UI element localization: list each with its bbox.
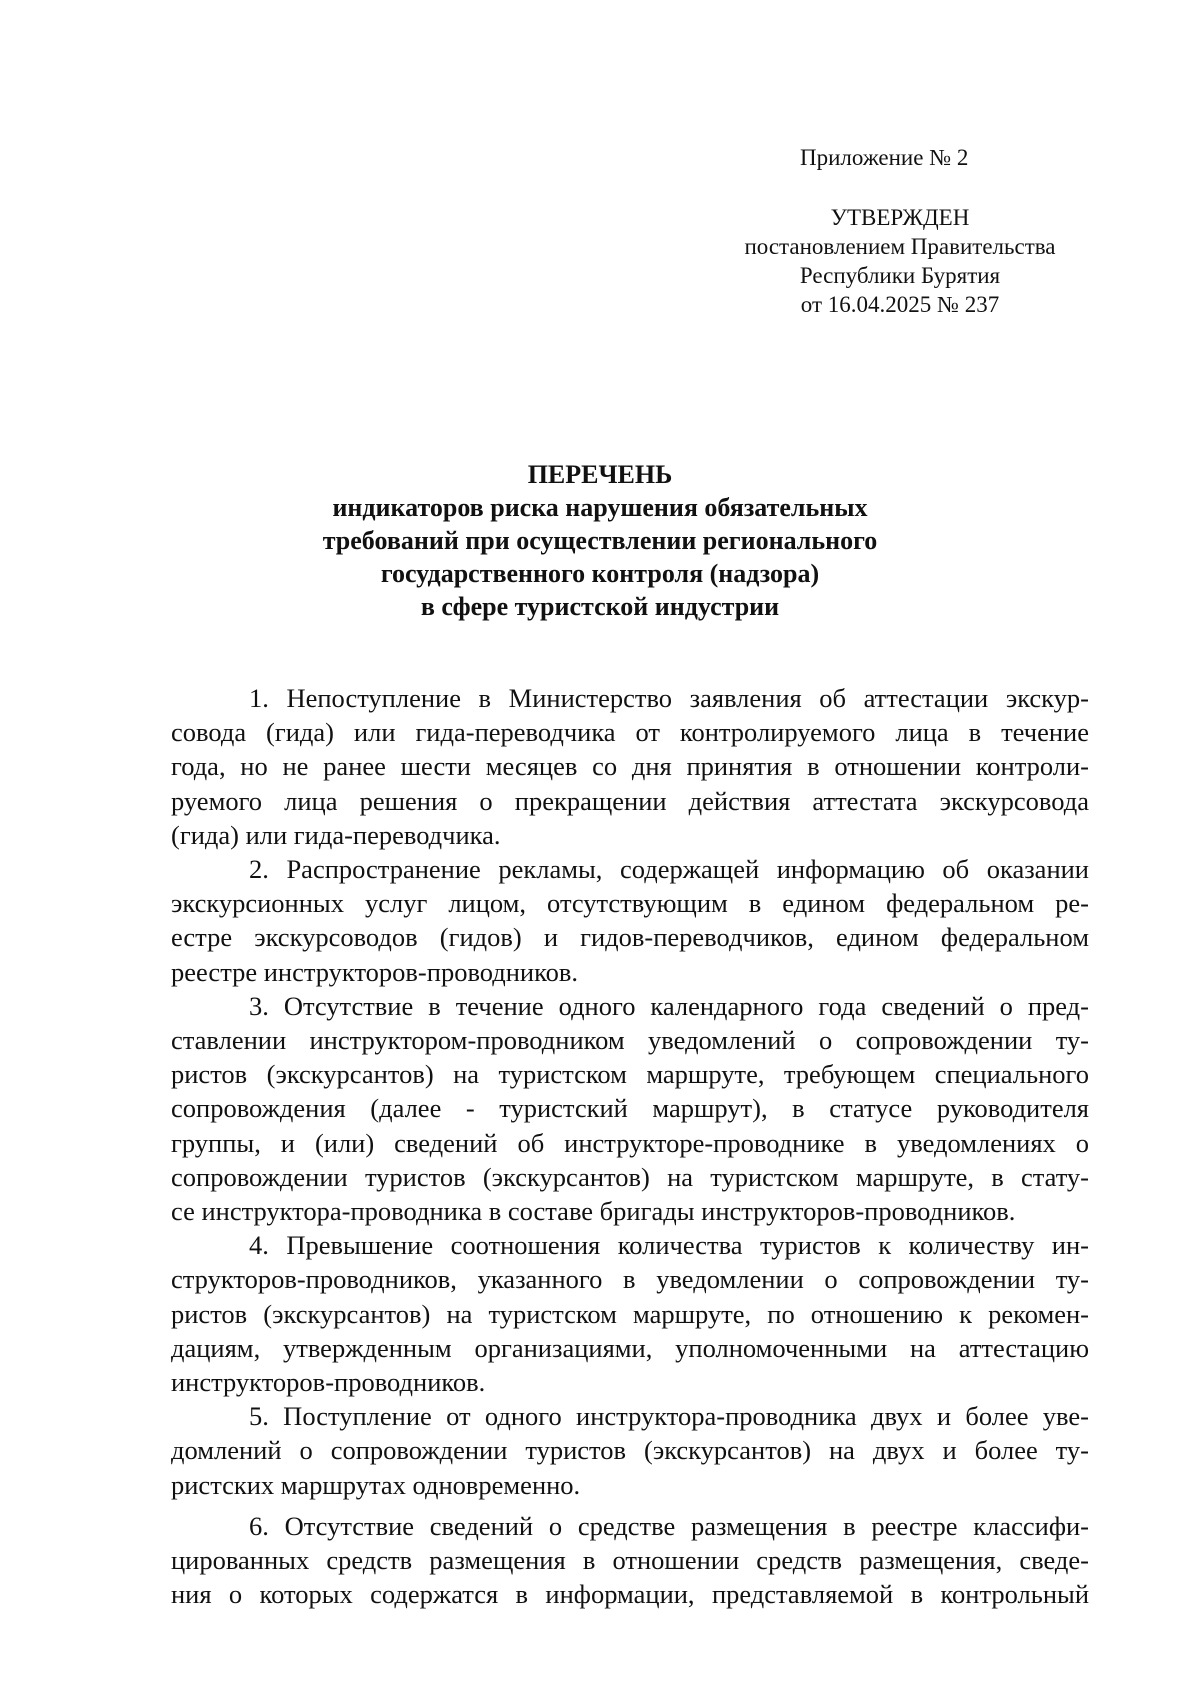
paragraph-line: се инструктора-проводника в составе бригады инструкторов-проводников. [171,1196,1016,1227]
approval-stamp-block [700,203,1100,319]
paragraph-line: ристских маршрутах одновременно. [171,1469,581,1500]
paragraph-line: домлений о сопровождении туристов (экскурсантов) на двух и более ту- [171,1435,1089,1466]
approval-line: Республики Бурятия [799,263,1001,288]
paragraph-line: реестре инструкторов-проводников. [171,956,579,987]
paragraph-line: совода (гида) или гида-переводчика от контролируемого лица в течение [171,717,1089,748]
list-item-paragraph [171,1228,1089,1399]
approval-line: УТВЕРЖДЕН [830,205,970,230]
paragraph-line: ставлении инструктором-проводником уведомлений о сопровождении ту- [171,1025,1089,1056]
paragraph-line: сопровождения (далее - туристский маршрут), в статусе руководителя [171,1093,1089,1124]
list-item-paragraph [171,852,1089,989]
title-line: индикаторов риска нарушения обязательных [332,493,868,522]
title-line: ПЕРЕЧЕНЬ [527,460,673,489]
paragraph-line: структоров-проводников, указанного в уведомлении о сопровождении ту- [171,1264,1089,1295]
title-line: государственного контроля (надзора) [380,559,820,588]
paragraph-line: сопровождении туристов (экскурсантов) на туристском маршруте, в стату- [171,1161,1089,1192]
paragraph-line: экскурсионных услуг лицом, отсутствующим в едином федеральном ре- [171,888,1089,919]
paragraph-gap [171,1502,1089,1509]
paragraph-line: 5. Поступление от одного инструктора-проводника двух и более уве- [249,1401,1089,1432]
paragraph-line: 3. Отсутствие в течение одного календарного года сведений о пред- [249,990,1089,1021]
paragraph-line: руемого лица решения о прекращении действия аттестата экскурсовода [171,785,1089,816]
approval-line: постановлением Правительства [744,234,1056,259]
paragraph-line: 4. Превышение соотношения количества туристов к количеству ин- [249,1230,1089,1261]
paragraph-line: естре экскурсоводов (гидов) и гидов-переводчиков, едином федеральном [171,922,1089,953]
paragraph-line: 2. Распространение рекламы, содержащей информацию об оказании [249,854,1089,885]
paragraph-line: ристов (экскурсантов) на туристском маршруте, требующем специального [171,1059,1089,1090]
paragraph-line: ния о которых содержатся в информации, представляемой в контрольный [171,1579,1089,1610]
paragraph-line: группы, и (или) сведений об инструкторе-проводнике в уведомлениях о [171,1127,1089,1158]
document-title [150,458,1050,623]
title-line: требований при осуществлении регионального [322,526,878,555]
paragraph-line: (гида) или гида-переводчика. [171,819,501,850]
list-item-paragraph [171,1399,1089,1502]
list-item-paragraph [171,681,1089,852]
document-body [171,681,1089,1611]
paragraph-line: цированных средств размещения в отношении средств размещения, сведе- [171,1545,1089,1576]
paragraph-line: 1. Непоступление в Министерство заявления об аттестации экскур- [249,683,1089,713]
paragraph-line: дациям, утвержденным организациями, уполномоченными на аттестацию [171,1332,1089,1363]
paragraph-line: 6. Отсутствие сведений о средстве размещения в реестре классифи- [249,1510,1089,1541]
title-line: в сфере туристской индустрии [420,592,780,621]
paragraph-line: ристов (экскурсантов) на туристском маршруте, по отношению к рекомен- [171,1298,1089,1329]
paragraph-line: инструкторов-проводников. [171,1367,486,1398]
list-item-paragraph [171,989,1089,1228]
appendix-label: Приложение № 2 [800,145,969,170]
list-item-paragraph [171,1509,1089,1612]
paragraph-line: года, но не ранее шести месяцев со дня принятия в отношении контроли- [171,751,1089,782]
approval-line: от 16.04.2025 № 237 [800,292,1000,317]
